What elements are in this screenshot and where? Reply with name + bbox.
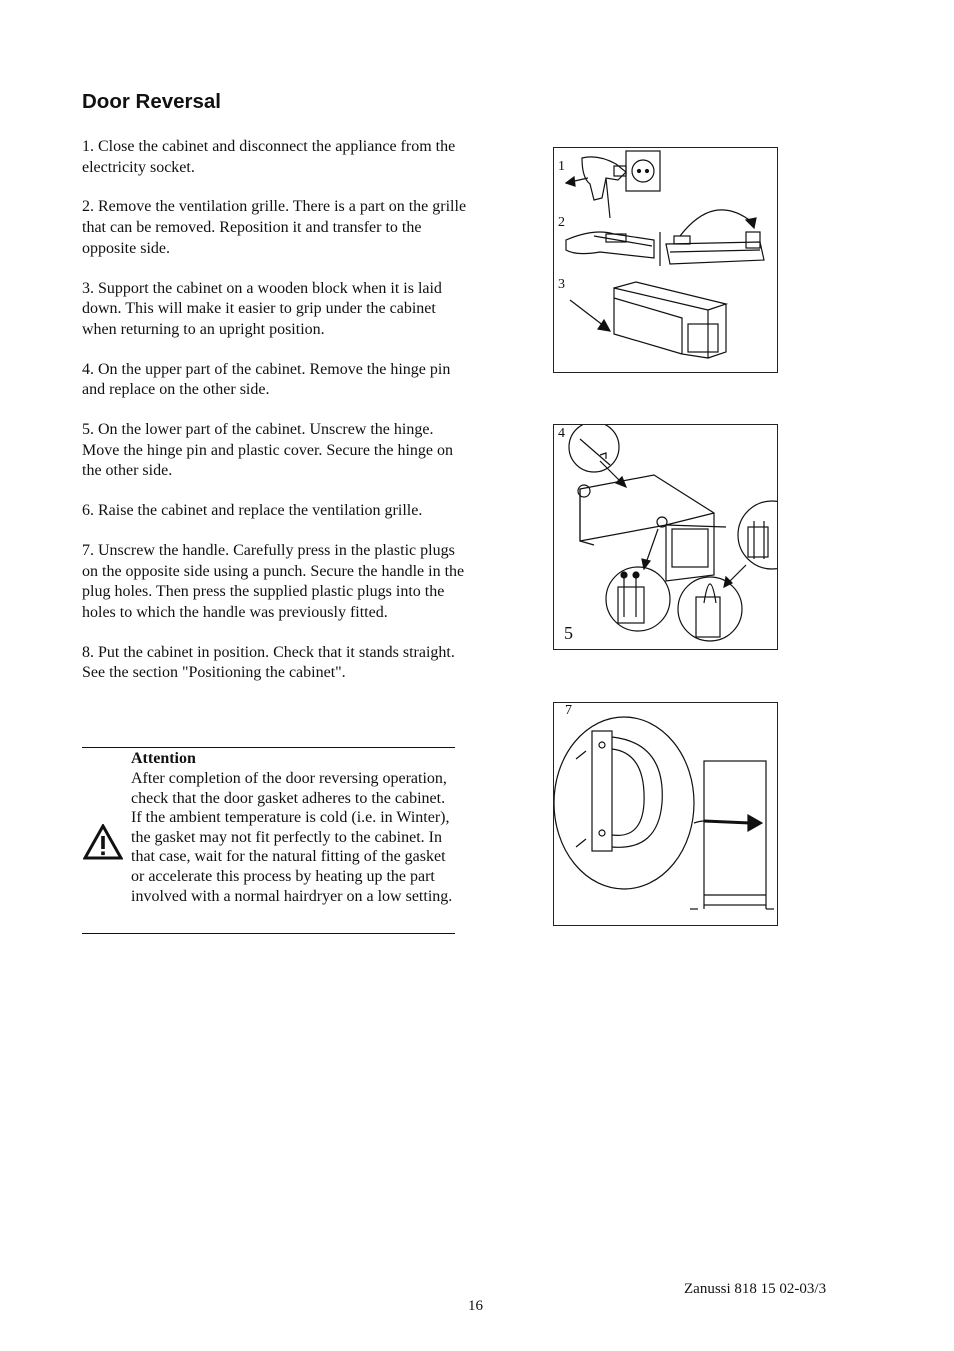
step-7: 7. Unscrew the handle. Carefully press in the plastic plugs on the opposite side using a punch. Secure the handle in the plug holes. Then press the supplied plastic plugs into the holes to which the handle was previously fitted. (82, 541, 465, 621)
figure-steps-4-5 (553, 424, 778, 650)
step-8: 8. Put the cabinet in position. Check that it stands straight. See the section "Positioning the cabinet". (82, 643, 455, 682)
attention-body: After completion of the door reversing operation, check that the door gasket adheres to the cabinet. If the ambient temperature is cold (i.e. in Winter), the gasket may not fit perfectly to the cabinet. In that case, wait for the natural fitting of the gasket or accelerate this process by heating up the part involved with a normal hairdryer on a low setting. (131, 770, 453, 905)
attention-box (82, 747, 455, 934)
document-reference: Zanussi 818 15 02-03/3 (684, 1281, 827, 1297)
figure-label-2: 2 (558, 215, 565, 230)
step-2: 2. Remove the ventilation grille. There is a part on the grille that can be removed. Reposition it and transfer to the opposite side. (82, 198, 467, 257)
figure-label-1: 1 (558, 159, 565, 174)
figure-label-4: 4 (558, 426, 565, 441)
figure-steps-1-3 (553, 147, 778, 373)
warning-triangle-icon (83, 824, 123, 860)
handle-reversal-illustration (554, 703, 777, 925)
page-title: Door Reversal (82, 90, 222, 113)
steps-list (82, 137, 468, 703)
figure-label-5: 5 (564, 623, 573, 643)
attention-title: Attention (131, 750, 196, 767)
step-6: 6. Raise the cabinet and replace the ventilation grille. (82, 502, 423, 520)
figure-label-7: 7 (565, 703, 572, 718)
hinge-reversal-illustration (554, 425, 777, 649)
page-number: 16 (468, 1298, 483, 1314)
step-3: 3. Support the cabinet on a wooden block when it is laid down. This will make it easier to grip under the cabinet when returning to an upright position. (82, 279, 442, 338)
figure-step-7 (553, 702, 778, 926)
step-5: 5. On the lower part of the cabinet. Unscrew the hinge. Move the hinge pin and plastic cover. Secure the hinge on the other side. (82, 421, 454, 480)
figure-label-3: 3 (558, 277, 565, 292)
step-1: 1. Close the cabinet and disconnect the appliance from the electricity socket. (82, 138, 456, 176)
unplug-and-grille-illustration (554, 148, 777, 372)
step-4: 4. On the upper part of the cabinet. Remove the hinge pin and replace on the other side. (82, 360, 451, 399)
